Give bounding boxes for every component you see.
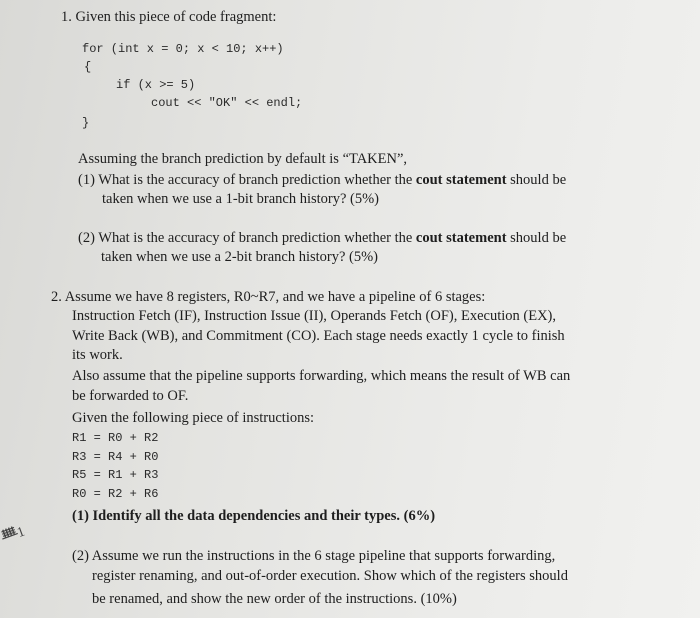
q2-part2-line1: (2) Assume we run the instructions in the 6 stage pipeline that supports forwarding, xyxy=(72,548,556,564)
q2-part1-bold: (1) Identify all the data dependencies and their types. (6%) xyxy=(72,508,436,524)
q1-part1-line1 xyxy=(78,171,566,189)
margin-mark: ᚙ1 xyxy=(0,524,27,547)
q1-part2-text-pre: (2) What is the accuracy of branch prediction whether the xyxy=(78,230,416,246)
q1-heading: 1. Given this piece of code fragment: xyxy=(61,9,277,25)
instruction-3: R5 = R1 + R3 xyxy=(72,468,159,482)
q2-part1 xyxy=(72,507,435,525)
q1-part2-bold: cout statement xyxy=(415,230,507,246)
instruction-1: R1 = R0 + R2 xyxy=(72,431,159,445)
q1-part2-line2: taken when we use a 2-bit branch history? (5%) xyxy=(101,249,379,265)
q1-intro: Assuming the branch prediction by default is “TAKEN”, xyxy=(78,151,408,167)
q2-part2-line3: be renamed, and show the new order of the instructions. (10%) xyxy=(92,591,457,607)
instruction-2: R3 = R4 + R0 xyxy=(72,450,159,464)
q2-line-7: Given the following piece of instructions: xyxy=(72,410,315,426)
q1-part1-line2: taken when we use a 1-bit branch history? (5%) xyxy=(102,191,380,207)
q2-line-3: Write Back (WB), and Commitment (CO). Each stage needs exactly 1 cycle to finish xyxy=(72,328,565,344)
instruction-4: R0 = R2 + R6 xyxy=(72,487,159,501)
code-line-cout: cout << "OK" << endl; xyxy=(151,96,303,110)
q1-part1-text-pre: (1) What is the accuracy of branch prediction whether the xyxy=(78,172,416,188)
q2-line-5: Also assume that the pipeline supports forwarding, which means the result of WB can xyxy=(72,368,571,384)
q2-part2-line2: register renaming, and out-of-order execution. Show which of the registers should xyxy=(92,568,568,584)
q1-part2-line1 xyxy=(78,229,566,247)
code-line-open-brace: { xyxy=(84,60,92,74)
q2-line-2: Instruction Fetch (IF), Instruction Issue (II), Operands Fetch (OF), Execution (EX), xyxy=(72,308,557,324)
code-line-close-brace: } xyxy=(82,116,90,130)
q1-part1-text-post: should be xyxy=(506,172,567,188)
q2-line-6: be forwarded to OF. xyxy=(72,388,189,404)
q2-line-1: 2. Assume we have 8 registers, R0~R7, and we have a pipeline of 6 stages: xyxy=(51,289,486,305)
q1-part1-bold: cout statement xyxy=(415,172,507,188)
q1-part2-text-post: should be xyxy=(506,230,567,246)
code-line-if: if (x >= 5) xyxy=(116,78,196,92)
code-line-for: for (int x = 0; x < 10; x++) xyxy=(82,42,284,56)
q2-line-4: its work. xyxy=(72,347,123,363)
